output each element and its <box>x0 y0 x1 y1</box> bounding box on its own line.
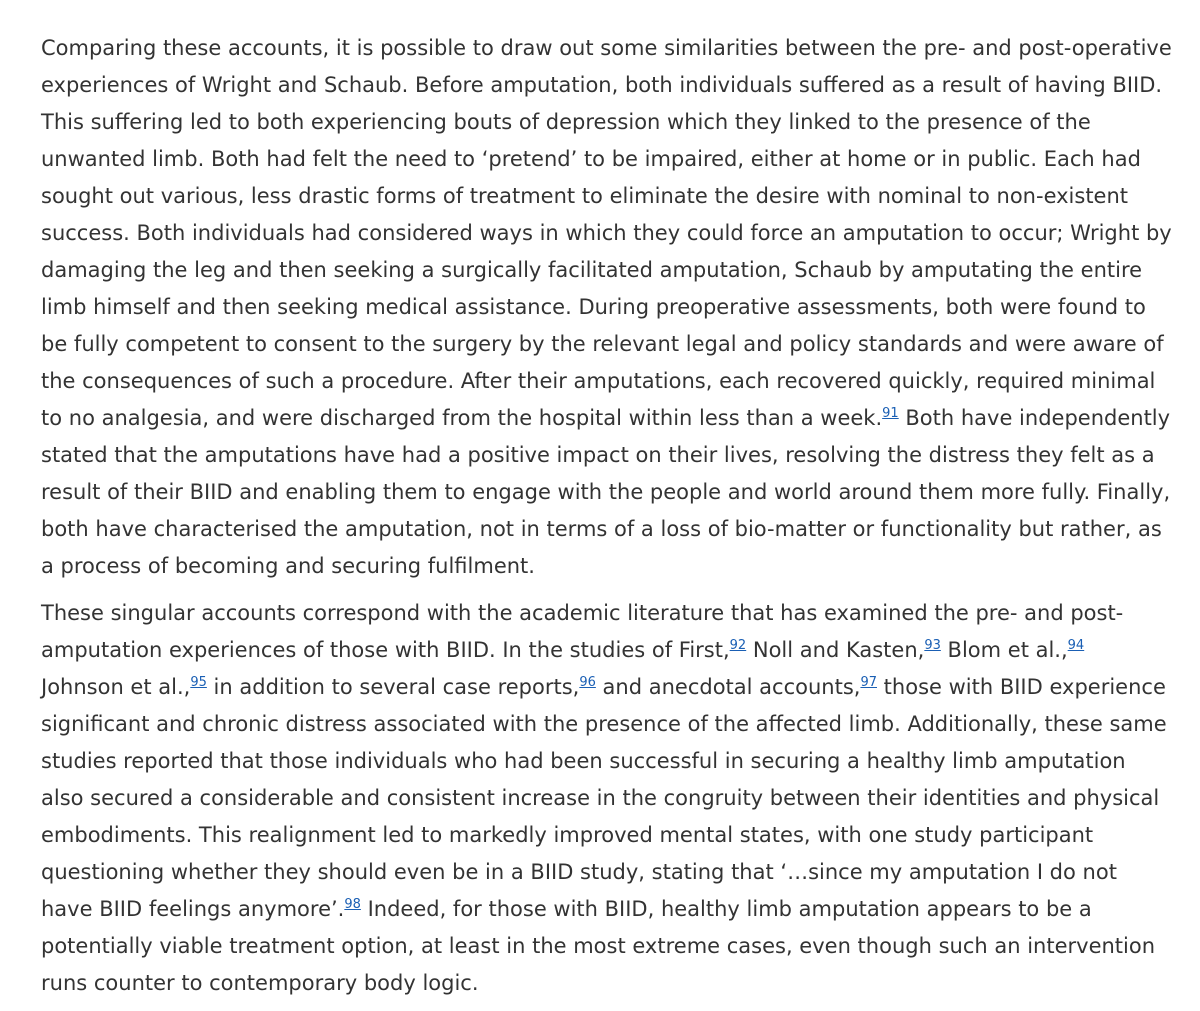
paragraph-text: those with BIID experience significant and chronic distress associated with the presence of the affected limb. Additionally, these same studies reported that those individuals who had been successful in securing a healthy limb amputation also secured a considerable and consistent increase in the congruity between their identities and physical embodiments. This realignment led to markedly improved mental states, with one study participant questioning whether they should even be in a BIID study, stating that ‘…since my amputation I do not have BIID feelings anymore’. <box>41 675 1167 921</box>
footnote-link-96[interactable]: 96 <box>579 675 596 690</box>
footnote-link-91[interactable]: 91 <box>882 406 899 421</box>
paragraph-text: Comparing these accounts, it is possible to draw out some similarities between the pre- and post-operative experiences of Wright and Schaub. Before amputation, both individuals suffered as a result of having BIID. This suffering led to both experiencing bouts of depression which they linked to the presence of the unwanted limb. Both had felt the need to ‘pretend’ to be impaired, either at home or in public. Each had sought out various, less drastic forms of treatment to eliminate the desire with nominal to non-existent success. Both individuals had considered ways in which they could force an amputation to occur; Wright by damaging the leg and then seeking a surgically facilitated amputation, Schaub by amputating the entire limb himself and then seeking medical assistance. During preoperative assessments, both were found to be fully competent to consent to the surgery by the relevant legal and policy standards and were aware of the consequences of such a procedure. After their amputations, each recovered quickly, required minimal to no analgesia, and were discharged from the hospital within less than a week. <box>41 36 1172 430</box>
footnote-link-92[interactable]: 92 <box>729 638 747 653</box>
footnote-link-95[interactable]: 95 <box>190 675 207 690</box>
paragraph-1 <box>41 30 1172 585</box>
footnote-link-93[interactable]: 93 <box>924 638 941 653</box>
paragraph-text: Noll and Kasten, <box>746 638 925 662</box>
paragraph-text: These singular accounts correspond with the academic literature that has examined the pre- and post-amputation experiences of those with BIID. In the studies of First, <box>41 601 1124 662</box>
paragraph-text: and anecdotal accounts, <box>595 675 861 699</box>
paragraph-text: Blom et al., <box>940 638 1068 662</box>
footnote-link-97[interactable]: 97 <box>860 675 877 690</box>
paragraph-text: Johnson et al., <box>41 675 191 699</box>
paragraph-text: Both have independently stated that the amputations have had a positive impact on their lives, resolving the distress they felt as a result of their BIID and enabling them to engage with the people and world around them more fully. Finally, both have characterised the amputation, not in terms of a loss of bio-matter or functionality but rather, as a process of becoming and securing fulfilment. <box>41 406 1171 578</box>
paragraph-text: Indeed, for those with BIID, healthy limb amputation appears to be a potentially viable treatment option, at least in the most extreme cases, even though such an intervention runs counter to contemporary body logic. <box>41 897 1156 995</box>
footnote-link-98[interactable]: 98 <box>344 897 361 912</box>
footnote-link-94[interactable]: 94 <box>1067 638 1085 653</box>
paragraph-text: in addition to several case reports, <box>206 675 580 699</box>
paragraph-2 <box>41 595 1172 1002</box>
